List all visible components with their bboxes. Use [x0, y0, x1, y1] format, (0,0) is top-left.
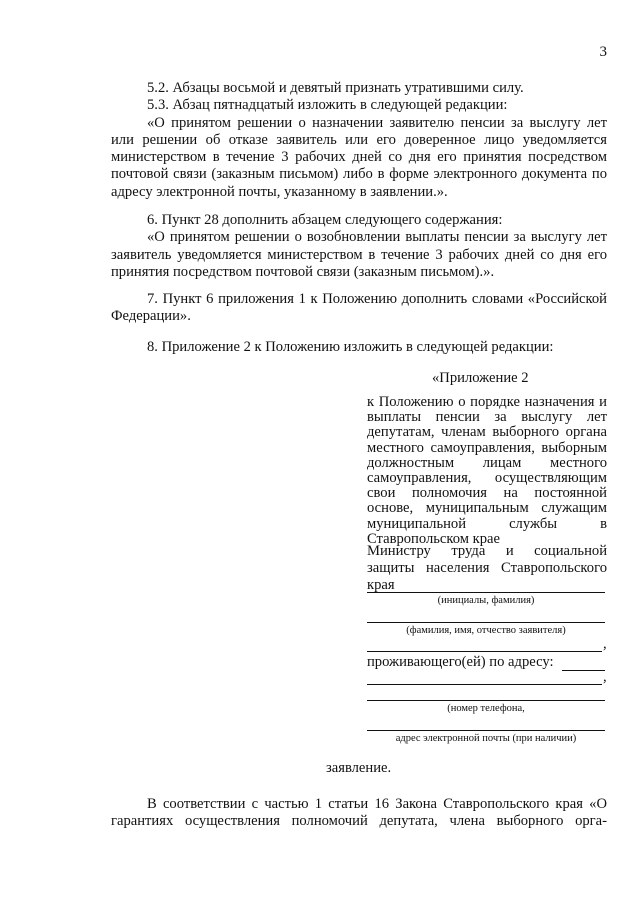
address-line-1 — [562, 670, 605, 671]
caption-fio: (фамилия, имя, отчество заявителя) — [406, 625, 566, 636]
page-number: 3 — [599, 44, 607, 60]
caption-initials: (инициалы, фамилия) — [437, 595, 535, 606]
paragraph-5-2: 5.2. Абзацы восьмой и девятый признать утратившими силу. — [147, 80, 524, 96]
paragraph-block-8 — [111, 339, 607, 356]
addressee: Министру труда и социальной защиты населения Ставропольского края — [367, 543, 607, 593]
paragraph-5-3: 5.3. Абзац пятнадцатый изложить в следующей редакции: — [147, 97, 508, 114]
comma-1: , — [603, 636, 607, 652]
address-line-2 — [367, 684, 602, 685]
appendix-subtitle: к Положению о порядке назначения и выплаты пенсии за выслугу лет депутатам, членам выборного органа местного самоуправления, выборным должностным лицам местного самоуправления, осуществляющим свои полномочия на постоянной основе, муниципальным служащим муниципальной службы в Ставропольском крае — [367, 394, 607, 547]
fio-line — [367, 622, 605, 623]
caption-phone: (номер телефона, — [447, 703, 525, 714]
final-paragraph-block — [111, 796, 607, 831]
item-7-text: 7. Пункт 6 приложения 1 к Положению дополнить словами «Российской Федерации». — [111, 291, 607, 325]
item-8-text: 8. Приложение 2 к Положению изложить в следующей редакции: — [147, 339, 554, 355]
statement-title: заявление. — [326, 760, 392, 776]
paragraph-block-5 — [111, 80, 607, 201]
fio-line-2 — [367, 651, 602, 652]
paragraph-block-7 — [111, 291, 607, 326]
email-line — [367, 730, 605, 731]
comma-2: , — [603, 669, 607, 685]
residing-label: проживающего(ей) по адресу: — [367, 654, 554, 670]
item-6-heading: 6. Пункт 28 дополнить абзацем следующего содержания: — [147, 212, 503, 228]
initials-line — [367, 592, 605, 593]
caption-email: адрес электронной почты (при наличии) — [395, 733, 577, 744]
item-6-quote: «О принятом решении о возобновлении выплаты пенсии за выслугу лет заявитель уведомляется министерством в течение 3 рабочих дней со дня его принятия посредством почтовой связи (заказным письмом).». — [111, 229, 607, 280]
phone-line — [367, 700, 605, 701]
appendix-title: «Приложение 2 — [432, 370, 529, 386]
quote-5-3: «О принятом решении о назначении заявителю пенсии за выслугу лет или решении об отказе заявитель или его доверенное лицо уведомляется министерством в течение 3 рабочих дней со дня его принятия посредством почтовой связи (заказным письмом) либо в форме электронного документа по адресу электронной почты, указанному в заявлении.». — [111, 114, 607, 200]
paragraph-block-6 — [111, 212, 607, 281]
final-paragraph: В соответствии с частью 1 статьи 16 Закона Ставропольского края «О гарантиях осуществления полномочий депутата, члена выборного орга- — [111, 796, 607, 830]
